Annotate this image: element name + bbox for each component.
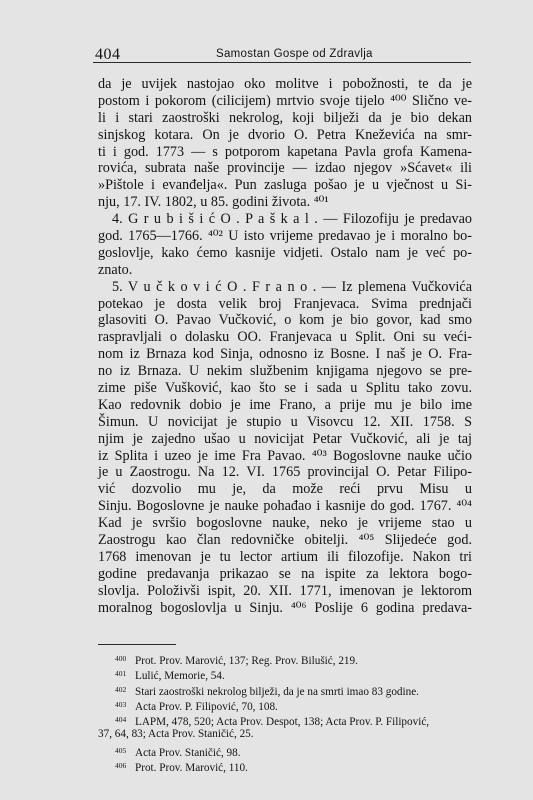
footnote bbox=[98, 743, 472, 758]
footnote-number: 404 bbox=[115, 715, 127, 725]
footnote-number: 403 bbox=[115, 699, 127, 709]
text-line: godine predavanja prikazao se na ispite za lektora bogo- bbox=[98, 565, 472, 582]
footnote-text: Prot. Prov. Marović, 137; Reg. Prov. Bilušić, 219. bbox=[135, 655, 358, 667]
text-line: njim je zajedno ušao u novicijat Petar Vučković, ali je taj bbox=[98, 430, 472, 447]
footnotes bbox=[98, 651, 472, 773]
footnote-number: 400 bbox=[115, 654, 127, 663]
text-line: 1768 imenovan je tu lector artium ili filozofije. Nakon tri bbox=[98, 548, 472, 565]
text-line: rovića, subrata naše provincije — izdao njegov »Sćavet« ili bbox=[98, 160, 472, 177]
text-line: Kad je svršio bogoslovne nauke, neko je vrijeme stao u bbox=[98, 515, 472, 532]
text-line: je u Zaostrogu. Na 12. VI. 1765 provincijal O. Petar Filipo- bbox=[98, 464, 472, 481]
footnote-text: Acta Prov. P. Filipović, 70, 108. bbox=[135, 700, 278, 713]
text-line: god. 1765—1766. ⁴⁰² U isto vrijeme predavao je i moralno bo- bbox=[98, 228, 472, 245]
text-line: nju, 17. IV. 1802, u 85. godini života. ⁴⁰¹ bbox=[98, 194, 329, 211]
body-text bbox=[98, 76, 472, 617]
footnote-text: 37, 64, 83; Acta Prov. Staničić, 25. bbox=[98, 728, 254, 741]
text-line: znato. bbox=[98, 261, 133, 278]
text-line: postom i pokorom (cilicijem) mrtvio svoje tijelo ⁴⁰⁰ Slično ve- bbox=[98, 92, 472, 109]
text-line: no iz Brnaza. U nekim službenim knjigama njegovo se pre- bbox=[98, 363, 472, 380]
text-line: moralnog bogoslovlja u Sinju. ⁴⁰⁶ Poslije 6 godina predava- bbox=[98, 599, 472, 616]
footnote bbox=[98, 758, 472, 773]
footnote-text: LAPM, 478, 520; Acta Prov. Despot, 138; Acta Prov. P. Filipović, bbox=[135, 716, 430, 729]
page-number: 404 bbox=[95, 46, 121, 63]
footnote-number: 402 bbox=[115, 684, 127, 694]
footnote bbox=[98, 666, 472, 681]
text-line: vić dozvolio mu je, da može reći prvu Misu u bbox=[98, 481, 472, 498]
text-line: sinjskog kotara. On je dvorio O. Petra Kneževića na smr- bbox=[98, 126, 472, 143]
text-line: Šimun. U novicijat je stupio u Visovcu 12. XII. 1758. S bbox=[98, 413, 472, 430]
text-line: da je uvijek nastojao oko molitve i pobožnosti, te da je bbox=[98, 76, 472, 92]
text-line: 5. V u č k o v i ć O . F r a n o . — Iz plemena Vučkovića bbox=[112, 278, 472, 295]
text-line: »Pištole i evanđelja«. Pun zasluga pošao je u vječnost u Si- bbox=[98, 177, 472, 194]
footnote bbox=[98, 712, 472, 727]
footnote-number: 406 bbox=[115, 761, 127, 771]
text-line: Zaostrogu kao član redovničke obitelji. ⁴⁰⁵ Slijedeće god. bbox=[98, 532, 472, 549]
footnote-number: 401 bbox=[115, 669, 127, 679]
text-line: potekao je dosta velik broj Franjevaca. Svima prednjači bbox=[98, 295, 472, 312]
text-line: 4. G r u b i š i ć O . P a š k a l . — Filozofiju je predavao bbox=[112, 211, 472, 228]
running-title: Samostan Gospe od Zdravlja bbox=[216, 48, 373, 60]
footnote-text: Lulić, Memorie, 54. bbox=[135, 670, 225, 683]
text-line: Sinju. Bogoslovne je nauke pohađao i kasnije do god. 1767. ⁴⁰⁴ bbox=[98, 498, 472, 515]
text-line: nom iz Brnaza kod Sinja, odnosno iz Bosne. I naš je O. Fra- bbox=[98, 346, 472, 363]
footnote-number: 405 bbox=[115, 745, 127, 755]
text-line: glasoviti O. Pavao Vučković, o kom je bio govor, kad smo bbox=[98, 312, 472, 329]
text-line: goslovlje, kako ćemo kasnije vidjeti. Ostalo nam je već po- bbox=[98, 244, 472, 261]
footnote-divider bbox=[98, 644, 176, 645]
page-header bbox=[93, 40, 471, 63]
footnote-text: Acta Prov. Staničić, 98. bbox=[135, 746, 241, 759]
footnote-text: Stari zaostroški nekrolog bilježi, da je na smrti imao 83 godine. bbox=[135, 685, 419, 698]
text-line: zime piše Vušković, kao što se i sada u Splitu tako zovu. bbox=[98, 380, 472, 397]
text-line: raspravljali o dolasku OO. Franjevaca u Split. Oni su veći- bbox=[98, 329, 472, 346]
text-line: Kao redovnik dobio je ime Frano, a prije mu je bilo ime bbox=[98, 396, 472, 413]
footnote bbox=[98, 651, 472, 666]
text-line: li i stari zaostroški nekrolog, koji bilježi da je bio dekan bbox=[98, 109, 472, 126]
footnote bbox=[98, 727, 472, 742]
footnote bbox=[98, 697, 472, 712]
footnote bbox=[98, 682, 472, 697]
text-line: iz Splita i uzeo je ime Fra Pavao. ⁴⁰³ Bogoslovne nauke učio bbox=[98, 447, 472, 464]
text-line: slovlja. Položivši ispit, 20. XII. 1771, imenovan je lektorom bbox=[98, 582, 472, 599]
text-line: ti i god. 1773 — s potporom kapetana Pavla grofa Kamena- bbox=[98, 143, 472, 160]
footnote-text: Prot. Prov. Marović, 110. bbox=[135, 762, 248, 775]
